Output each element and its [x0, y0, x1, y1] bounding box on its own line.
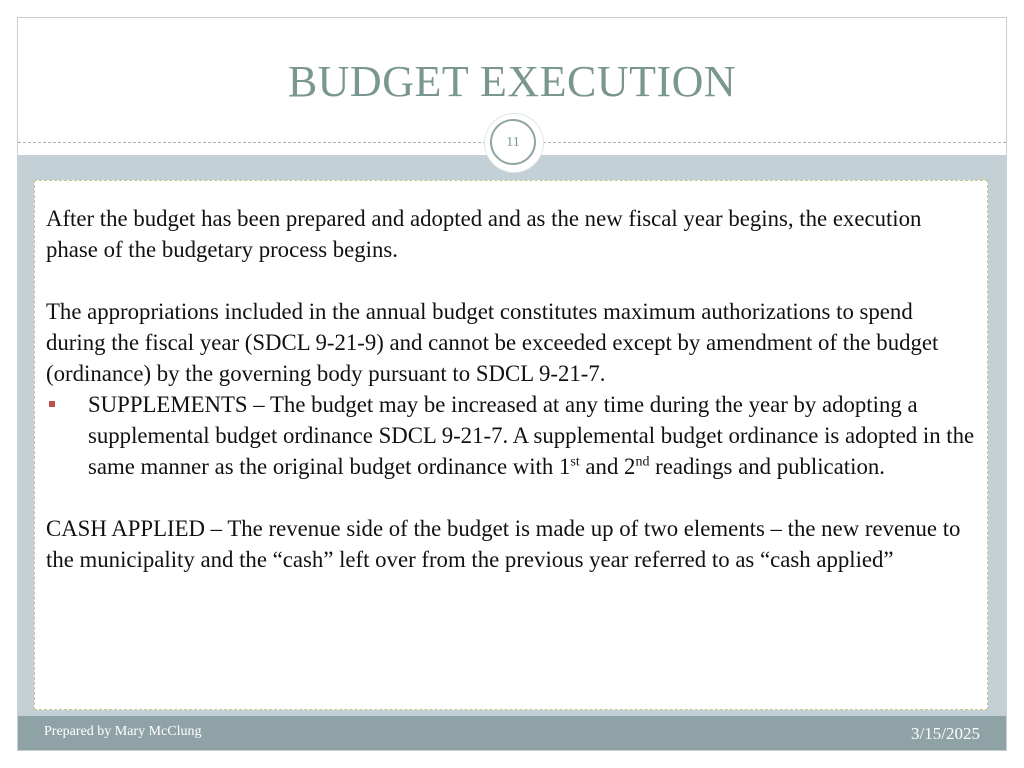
- slide-number: 11: [490, 119, 536, 165]
- bullet-text-after: readings and publication.: [649, 454, 885, 479]
- bullet-text-before: SUPPLEMENTS – The budget may be increased at any time during the year by adopting a supplemental budget ordinance SDCL 9-21-7. A supplemental budget ordinance is adopted in the same manner as the original budget ordinance with 1: [88, 392, 975, 479]
- footer-date: 3/15/2025: [911, 724, 980, 743]
- bullet-sup-first: st: [570, 454, 580, 470]
- bullet-text-mid: and 2: [579, 454, 636, 479]
- spacer: [46, 265, 977, 296]
- footer: [18, 716, 1006, 751]
- paragraph-intro: After the budget has been prepared and adopted and as the new fiscal year begins, the execution phase of the budgetary process begins.: [46, 206, 922, 262]
- bullet-square-icon: [49, 401, 55, 407]
- slide-title: BUDGET EXECUTION: [287, 57, 737, 106]
- slide: [17, 17, 1007, 751]
- footer-author: Prepared by Mary McClung: [44, 724, 202, 739]
- spacer: [46, 482, 977, 513]
- bullet-supplements: [46, 389, 977, 482]
- paragraph-cash-applied: CASH APPLIED – The revenue side of the budget is made up of two elements – the new revenue to the municipality and the “cash” left over from the previous year referred to as “cash applied”: [46, 516, 961, 572]
- bullet-sup-second: nd: [635, 454, 650, 470]
- content-text-box: [34, 180, 988, 710]
- paragraph-appropriations: The appropriations included in the annual budget constitutes maximum authorizations to spend during the fiscal year (SDCL 9-21-9) and cannot be exceeded except by amendment of the budget (ordinance) by the governing body pursuant to SDCL 9-21-7.: [46, 299, 939, 386]
